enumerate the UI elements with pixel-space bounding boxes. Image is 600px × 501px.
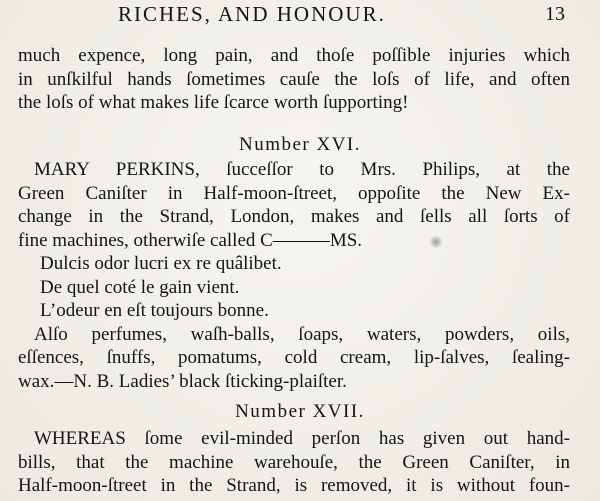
text-line: in unſkilful hands ſometimes cauſe the loſs of life, and often xyxy=(18,68,570,90)
text-line: WHEREAS ſome evil-minded perſon has given out hand- xyxy=(34,428,570,449)
text-line: much expence, long pain, and thoſe poſſible injuries which xyxy=(18,45,570,66)
text-line: Half-moon-ſtreet in the Strand, is removed, it is without foun- xyxy=(18,475,570,496)
running-head xyxy=(0,2,600,30)
text-line: bills, that the machine warehouſe, the Green Caniſter, in xyxy=(18,451,570,473)
section-heading-xvi: Number XVI. xyxy=(238,134,362,155)
text-line: eſſences, ſnuffs, pomatums, cold cream, lip-ſalves, ſealing- xyxy=(18,347,570,368)
text-line: Alſo perfumes, waſh-balls, ſoaps, waters, powders, oils, xyxy=(34,323,570,345)
ink-smudge xyxy=(428,236,444,248)
text-line: Green Caniſter in Half-moon-ſtreet, oppoſite the New Ex- xyxy=(18,182,570,204)
verse-line: L’odeur en eſt toujours bonne. xyxy=(40,300,269,321)
page-number: 13 xyxy=(545,3,565,25)
section-heading-xvii: Number XVII. xyxy=(235,401,365,422)
text-line: the loſs of what makes life ſcarce worth ſupporting! xyxy=(18,92,409,113)
verse-line: Dulcis odor lucri ex re quâlibet. xyxy=(40,253,282,274)
verse-line: De quel coté le gain vient. xyxy=(40,276,240,298)
running-head-title: RICHES, AND HONOUR. xyxy=(118,2,386,26)
text-line: fine machines, otherwiſe called C———MS. xyxy=(18,229,363,251)
text-line: wax.—N. B. Ladies’ black ſticking-plaiſter. xyxy=(18,370,347,392)
intro-paragraph xyxy=(18,44,570,115)
text-line: change in the Strand, London, makes and ſells all ſorts of xyxy=(18,206,570,227)
section-xvi-paragraph xyxy=(18,158,570,393)
text-line: MARY PERKINS, ſucceſſor to Mrs. Philips, at the xyxy=(34,159,570,180)
section-xvii-paragraph xyxy=(18,427,570,498)
